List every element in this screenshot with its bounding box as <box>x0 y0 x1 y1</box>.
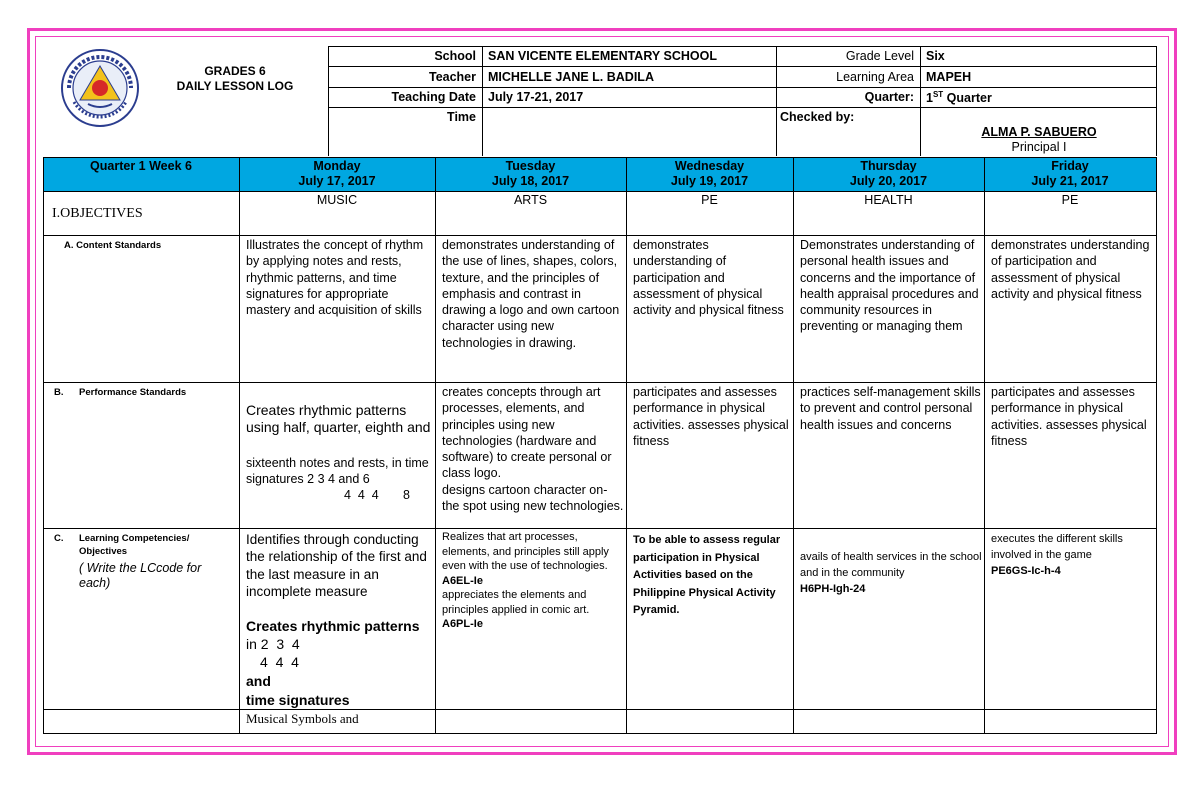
friday-subject: PE <box>1061 193 1079 207</box>
teacher-value: MICHELLE JANE L. BADILA <box>488 70 654 84</box>
competency-friday: executes the different skills involved in the game PE6GS-Ic-h-4 <box>991 533 1123 577</box>
competency-monday-b: Creates rhythmic patterns <box>246 618 420 634</box>
learning-area-value: MAPEH <box>926 70 972 84</box>
competency-monday-d: 4 4 4 <box>260 654 299 670</box>
school-value: SAN VICENTE ELEMENTARY SCHOOL <box>488 49 717 63</box>
checked-by-label: Checked by: <box>780 110 855 124</box>
monday-header: Monday July 17, 2017 <box>298 159 376 188</box>
wednesday-subject: PE <box>701 193 718 207</box>
objectives-heading: I.OBJECTIVES <box>52 206 143 221</box>
performance-standard-tuesday: creates concepts through art processes, elements, and principles using new technologies (hardware and software) to create personal or class logo. designs cartoon character on-the spot using new technologies. <box>442 385 624 514</box>
grade-level-label: Grade Level <box>845 49 914 63</box>
performance-standards-letter: B. <box>54 387 64 398</box>
thursday-header: Thursday July 20, 2017 <box>849 159 928 188</box>
performance-standards-label: Performance Standards <box>79 387 187 398</box>
competency-monday-f: time signatures <box>246 692 350 708</box>
school-label: School <box>434 49 476 63</box>
monday-subject: MUSIC <box>316 193 358 207</box>
content-standard-monday: Illustrates the concept of rhythm by applying notes and rests, rhythmic patterns, and time signatures for appropriate mastery and acquisition of skills <box>246 238 424 318</box>
performance-standard-thursday: practices self-management skills to prevent and control personal health issues and concerns <box>800 385 981 432</box>
performance-standard-friday: participates and assesses performance in physical activities. assesses physical fitness <box>991 385 1147 448</box>
learning-area-label: Learning Area <box>836 70 914 84</box>
competency-wednesday: To be able to assess regular participation in Physical Activities based on the Philippine Physical Activity Pyramid. <box>633 534 781 617</box>
lc-code-note: ( Write the LCcode for each) <box>79 561 202 590</box>
performance-standard-monday-sub: sixteenth notes and rests, in time signatures 2 3 4 and 6 <box>246 456 429 487</box>
competency-tuesday: Realizes that art processes, elements, and principles still apply even with the use of technologies. A6EL-Ie appreciates the elements and principles applied in comic art. A6PL-Ie <box>442 531 609 630</box>
teacher-label: Teacher <box>428 70 476 84</box>
performance-standard-wednesday: participates and assesses performance in physical activities. assesses physical fitness <box>633 385 789 448</box>
content-standard-thursday: Demonstrates understanding of personal health issues and concerns and the importance of health appraisal procedures and community resources in preventing or managing them <box>800 238 979 334</box>
wednesday-header: Wednesday July 19, 2017 <box>670 159 749 188</box>
competencies-label: Learning Competencies/ Objectives <box>79 533 190 557</box>
competency-thursday: avails of health services in the school and in the community H6PH-Igh-24 <box>800 551 982 595</box>
content-standards-label: A. Content Standards <box>64 240 162 251</box>
principal-name: ALMA P. SABUERO <box>981 125 1097 139</box>
tuesday-header: Tuesday July 18, 2017 <box>491 159 570 188</box>
thursday-subject: HEALTH <box>864 193 913 207</box>
quarter-label: Quarter: <box>864 90 914 104</box>
document-title: GRADES 6 DAILY LESSON LOG <box>176 64 294 93</box>
competency-monday-c: in 2 3 4 <box>246 636 300 652</box>
content-standard-friday: demonstrates understanding of participation and assessment of physical activity and physical fitness <box>991 238 1150 301</box>
grade-level-value: Six <box>926 49 945 63</box>
teaching-date-label: Teaching Date <box>391 90 476 104</box>
performance-standard-monday: Creates rhythmic patterns using half, quarter, eighth and <box>246 402 431 435</box>
tuesday-subject: ARTS <box>513 193 548 207</box>
competencies-letter: C. <box>54 533 64 544</box>
content-standard-wednesday: demonstrates understanding of participation and assessment of physical activity and physical fitness <box>633 238 784 318</box>
week-header: Quarter 1 Week 6 <box>90 159 192 173</box>
friday-header: Friday July 21, 2017 <box>1031 159 1109 188</box>
competency-monday: Identifies through conducting the relationship of the first and the last measure in an incomplete measure <box>246 532 427 599</box>
deped-seal-icon <box>60 48 140 128</box>
content-standard-tuesday: demonstrates understanding of the use of lines, shapes, colors, texture, and the principles of emphasis and contrast in drawing a logo and own cartoon character using new technologies in drawing. <box>442 238 620 350</box>
content-monday: Musical Symbols and <box>246 711 359 726</box>
principal-title: Principal I <box>1011 140 1067 154</box>
time-signature-denominators: 4 4 4 8 <box>344 488 411 502</box>
time-label: Time <box>447 110 476 124</box>
teaching-date-value: July 17-21, 2017 <box>488 90 584 104</box>
quarter-value: 1ST Quarter <box>926 90 992 106</box>
competency-monday-e: and <box>246 673 271 689</box>
